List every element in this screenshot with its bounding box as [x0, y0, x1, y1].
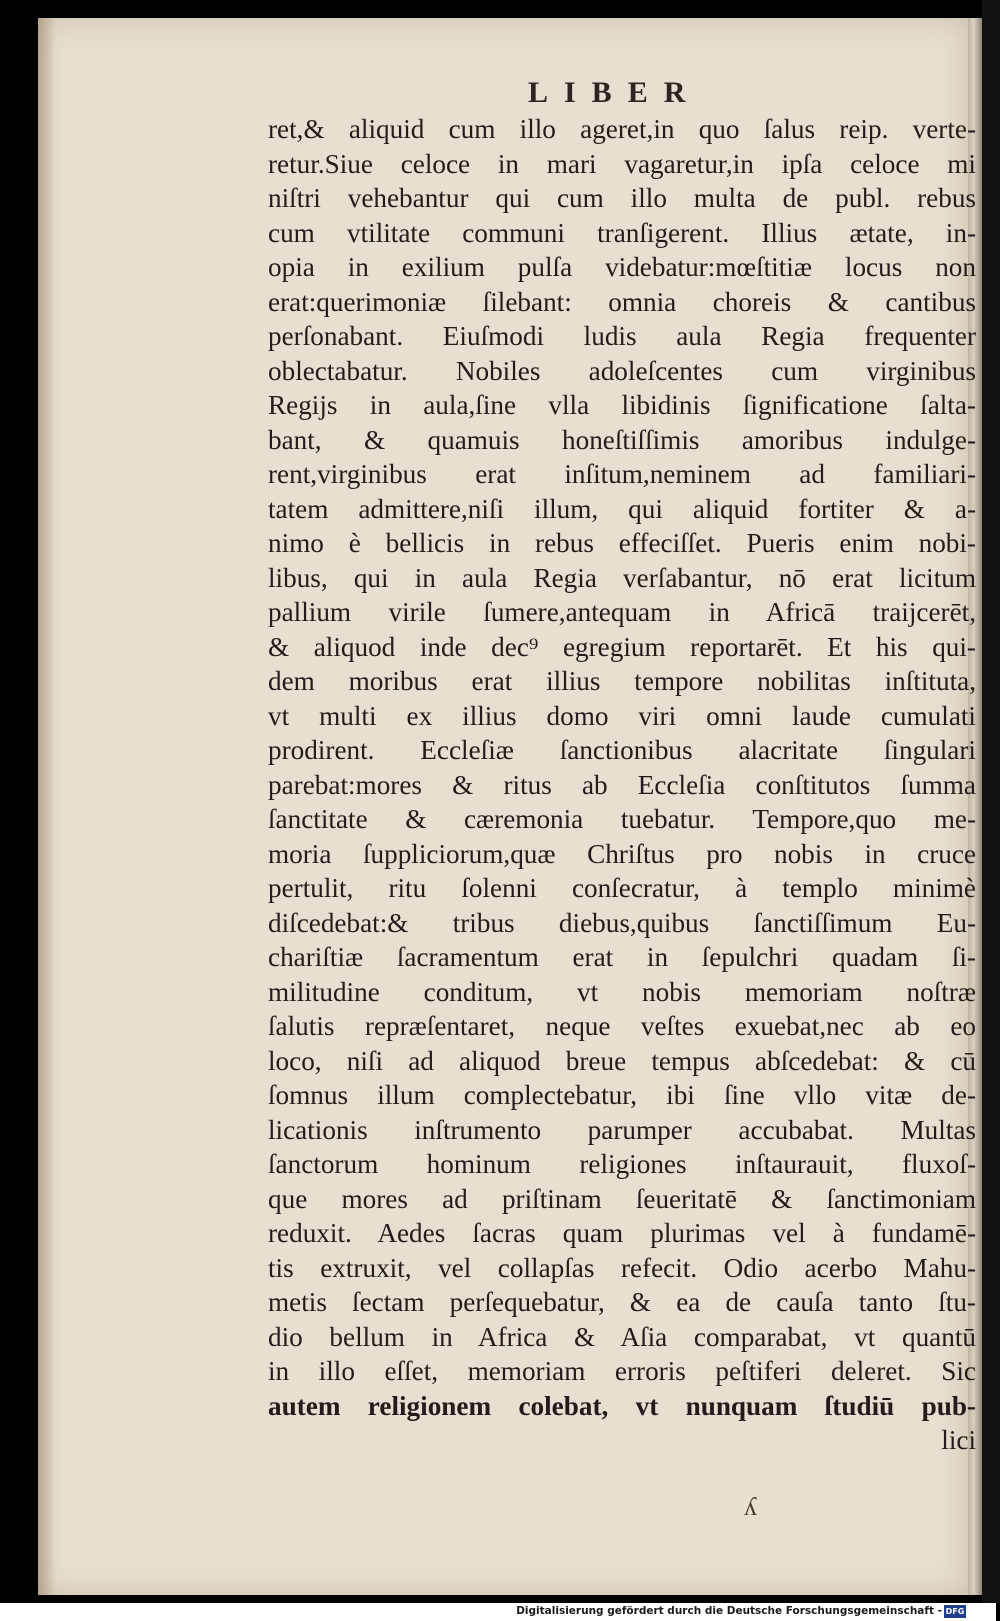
- text-line: libus, qui in aula Regia verſabantur, nō erat licitum: [268, 562, 976, 593]
- catchword: lici: [941, 1425, 976, 1455]
- text-line: vt multi ex illius domo viri omni laude cumulati: [268, 700, 976, 731]
- text-line: autem religionem colebat, vt nunquam ſtudiū pub-: [268, 1390, 976, 1421]
- text-line: ſanctitate & cæremonia tuebatur. Tempore,quo me-: [268, 804, 976, 834]
- page-edge-shadow: [38, 18, 56, 1595]
- text-line: ſalutis repræſentaret, neque veſtes exuebat,nec ab eo: [268, 1011, 976, 1041]
- text-line: bant, & quamuis honeſtiſſimis amoribus indulge-: [268, 424, 976, 455]
- text-line: chariſtiæ ſacramentum erat in ſepulchri quadam ſi-: [268, 942, 976, 972]
- text-line: rent,virginibus erat inſitum,neminem ad familiari-: [268, 459, 976, 489]
- text-line: erat:querimoniæ ſilebant: omnia choreis & cantibus: [268, 286, 976, 317]
- running-head: LIBER: [528, 76, 702, 109]
- text-line: pallium virile ſumere,antequam in Africā traijcerēt,: [268, 597, 976, 627]
- text-line: dem moribus erat illius tempore nobilitas inſtituta,: [268, 666, 976, 696]
- text-line: metis ſectam perſequebatur, & ea de cauſa tanto ſtu-: [268, 1287, 976, 1317]
- text-line: militudine conditum, vt nobis memoriam noſtræ: [268, 976, 976, 1007]
- text-line: parebat:mores & ritus ab Eccleſia conſtitutos ſumma: [268, 769, 976, 800]
- dfg-logo: DFG: [945, 1607, 965, 1616]
- body-text: [268, 112, 976, 1458]
- text-line: ſanctorum hominum religiones inſtaurauit, fluxoſ-: [268, 1149, 976, 1179]
- text-line: opia in exilium pulſa videbatur:mœſtitiæ locus non: [268, 252, 976, 282]
- footer-credit: Digitalisierung gefördert durch die Deutsche Forschungsgemeinschaft -: [516, 1605, 942, 1617]
- text-line: tis extruxit, vel collapſas refecit. Odio acerbo Mahu-: [268, 1252, 976, 1283]
- text-line: in illo eſſet, memoriam erroris peſtiferi deleret. Sic: [268, 1356, 976, 1386]
- footer-right-border: [996, 1603, 1000, 1621]
- text-line: que mores ad priſtinam ſeueritatē & ſanctimoniam: [268, 1183, 976, 1214]
- text-line: prodirent. Eccleſiæ ſanctionibus alacritate ſingulari: [268, 735, 976, 765]
- text-line: ret,& aliquid cum illo ageret,in quo ſalus reip. verte-: [268, 114, 976, 144]
- text-line: & aliquod inde dec⁹ egregium reportarēt. Et his qui-: [268, 631, 976, 662]
- text-line: licationis inſtrumento parumper accubabat. Multas: [268, 1114, 976, 1145]
- text-line: diſcedebat:& tribus diebus,quibus ſanctiſſimum Eu-: [268, 907, 976, 938]
- ink-mark: ʎ: [744, 1492, 757, 1521]
- text-line: reduxit. Aedes ſacras quam plurimas vel à fundamē-: [268, 1218, 976, 1248]
- text-line: Regijs in aula,ſine vlla libidinis ſignificatione ſalta-: [268, 390, 976, 420]
- text-line: cum vtilitate communi tranſigerent. Illius ætate, in-: [268, 217, 976, 248]
- text-line: loco, niſi ad aliquod breue tempus abſcedebat: & cū: [268, 1045, 976, 1076]
- text-line: dio bellum in Africa & Aſia comparabat, vt quantū: [268, 1321, 976, 1352]
- text-line: oblectabatur. Nobiles adoleſcentes cum virginibus: [268, 355, 976, 386]
- text-line: pertulit, ritu ſolenni conſecratur, à templo minimè: [268, 873, 976, 903]
- book-spine: [982, 0, 1000, 1603]
- text-line: retur.Siue celoce in mari vagaretur,in ipſa celoce mi: [268, 148, 976, 179]
- text-line: tatem admittere,niſi illum, qui aliquid fortiter & a-: [268, 493, 976, 524]
- text-line: perſonabant. Eiuſmodi ludis aula Regia frequenter: [268, 321, 976, 351]
- text-line: nimo è bellicis in rebus effeciſſet. Pueris enim nobi-: [268, 528, 976, 558]
- text-line: ſomnus illum complectebatur, ibi ſine vllo vitæ de-: [268, 1080, 976, 1110]
- text-line: niſtri vehebantur qui cum illo multa de publ. rebus: [268, 183, 976, 213]
- text-line: moria ſuppliciorum,quæ Chriſtus pro nobis in cruce: [268, 838, 976, 869]
